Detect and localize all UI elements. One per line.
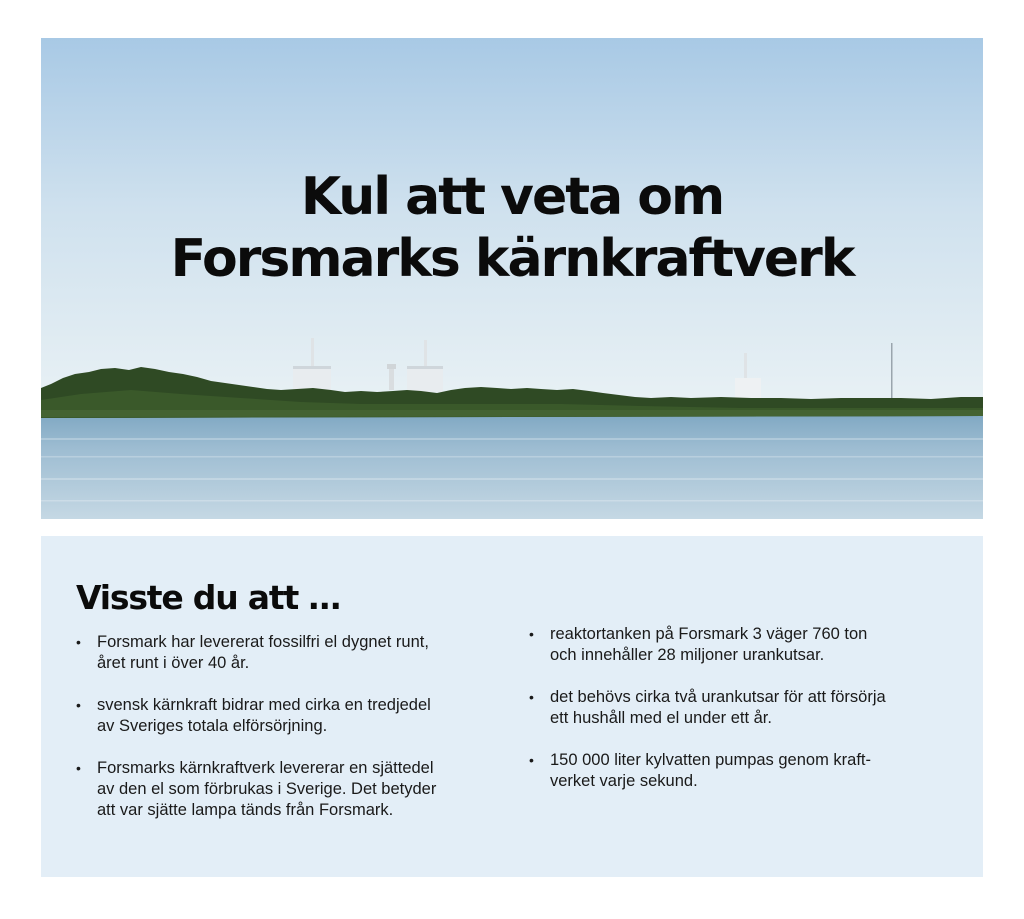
fact-item: [529, 624, 959, 666]
fact-line: av den el som förbrukas i Sverige. Det betyder: [97, 780, 437, 798]
fact-line: Forsmarks kärnkraftverk levererar en sjättedel: [97, 759, 434, 777]
water: [41, 412, 983, 519]
bullet-icon: •: [76, 634, 81, 650]
bullet-icon: •: [76, 697, 81, 713]
fact-line: det behövs cirka två urankutsar för att försörja: [550, 688, 886, 706]
title-line-1: Kul att veta om: [300, 167, 724, 227]
fact-line: 150 000 liter kylvatten pumpas genom kraft-: [550, 751, 872, 769]
fact-line: att var sjätte lampa tänds från Forsmark.: [97, 801, 394, 819]
fact-item: [76, 758, 506, 821]
facts-list-right: [529, 624, 959, 813]
fact-line: reaktortanken på Forsmark 3 väger 760 ton: [550, 625, 868, 643]
fact-line: året runt i över 40 år.: [97, 654, 250, 672]
fact-line: och innehåller 28 miljoner urankutsar.: [550, 646, 825, 664]
fact-item: [529, 750, 959, 792]
facts-heading: Visste du att …: [76, 578, 341, 617]
fact-line: Forsmark har levererat fossilfri el dygnet runt,: [97, 633, 429, 651]
bullet-icon: •: [529, 689, 534, 705]
bullet-icon: •: [529, 752, 534, 768]
fact-item: [76, 695, 506, 737]
title-line-2: Forsmarks kärnkraftverk: [170, 229, 854, 289]
fact-line: svensk kärnkraft bidrar med cirka en tredjedel: [97, 696, 431, 714]
bullet-icon: •: [529, 626, 534, 642]
hero-banner: [41, 38, 983, 519]
facts-list-left: [76, 632, 506, 842]
facts-panel: [41, 536, 983, 877]
page-title: [41, 166, 983, 290]
fact-line: av Sveriges totala elförsörjning.: [97, 717, 328, 735]
bullet-icon: •: [76, 760, 81, 776]
fact-item: [529, 687, 959, 729]
fact-line: ett hushåll med el under ett år.: [550, 709, 772, 727]
fact-item: [76, 632, 506, 674]
fact-line: verket varje sekund.: [550, 772, 698, 790]
